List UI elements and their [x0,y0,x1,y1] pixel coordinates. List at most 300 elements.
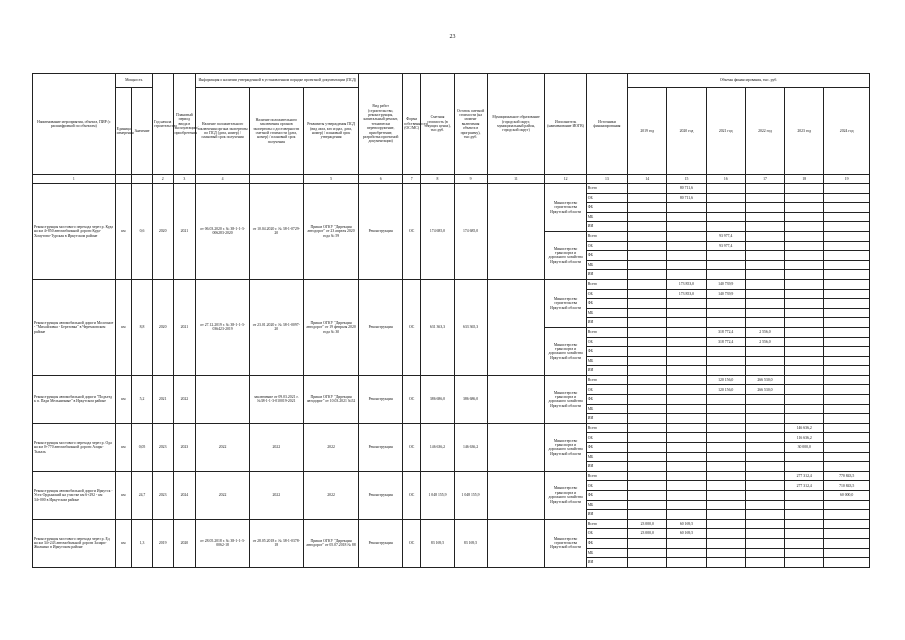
funding-amount [706,538,745,548]
header-year: 2019 год [628,88,667,175]
funding-amount: 2 556,0 [745,327,784,337]
funding-amount [745,289,784,299]
funding-amount [628,356,667,366]
header-year: 2020 год [667,88,706,175]
table-row [33,423,870,433]
funding-amount [706,299,745,309]
funding-source: ИИ [586,366,627,376]
funding-amount [785,222,824,232]
funding-amount [745,347,784,357]
funding-amount [628,414,667,424]
funding-amount [745,212,784,222]
estimate-expertise: 2022 [249,423,303,471]
funding-amount [628,270,667,280]
object-name: Реконструкция автомобильной дороги Иркутск - Усть-Ордынский на участке км 6+292 - км 34+000 в Иркутском районе [33,471,116,519]
funding-amount [785,299,824,309]
funding-amount: 173 853,0 [667,289,706,299]
funding-amount: 277 312,4 [785,481,824,491]
column-number: 1 [33,175,116,184]
financing-table [32,73,870,568]
start-year: 2020 [152,279,173,375]
executor: Министерство транспорта и дорожного хозяйства Иркутской области [545,375,586,423]
funding-amount [785,318,824,328]
funding-amount [628,558,667,568]
funding-amount [667,471,706,481]
executor: Министерство строительства Иркутской области [545,279,586,327]
funding-amount [667,308,706,318]
column-number [115,175,132,184]
funding-amount [667,414,706,424]
funding-amount [824,452,870,462]
funding-amount [706,414,745,424]
funding-amount [824,414,870,424]
work-type: Реконструкция [359,279,402,375]
funding-amount [667,337,706,347]
funding-amount [706,529,745,539]
funding-amount [706,471,745,481]
funding-amount [667,212,706,222]
funding-source: Всего [586,327,627,337]
funding-source: Всего [586,184,627,194]
funding-source: ИИ [586,558,627,568]
funding-amount [824,443,870,453]
funding-amount [667,222,706,232]
start-year: 2021 [152,375,173,423]
funding-amount [745,423,784,433]
funding-amount [824,462,870,472]
funding-amount [628,193,667,203]
header-unit: Единица измерения [115,88,132,175]
funding-amount: 2 556,0 [745,337,784,347]
funding-amount [628,375,667,385]
table-row [33,471,870,481]
funding-source: ОБ [586,385,627,395]
funding-amount: 146 636,2 [785,423,824,433]
funding-amount [628,538,667,548]
funding-amount [706,443,745,453]
funding-amount [824,241,870,251]
remaining-cost: 1 048 155,9 [454,471,487,519]
funding-source: Всего [586,279,627,289]
funding-amount [628,327,667,337]
funding-amount [745,443,784,453]
funding-amount [667,538,706,548]
funding-amount: 80 711,6 [667,184,706,194]
ownership: ОС [402,423,421,471]
funding-amount [824,500,870,510]
funding-amount [785,212,824,222]
executor: Министерство транспорта и дорожного хозяйства Иркутской области [545,327,586,375]
funding-amount [824,318,870,328]
header-executor: Исполнитель (наименование ИОГВ) [545,74,586,175]
funding-amount [667,366,706,376]
header-psd-info: Информация о наличии утвержденной в установленном порядке проектной документации (ПСД) [196,74,359,88]
funding-amount [706,203,745,213]
funding-amount: 60 000,0 [824,491,870,501]
psd-approval: 2022 [303,471,359,519]
header-municipality: Муниципальное образование (городской округ, муниципальный район, городской округ) [487,74,545,175]
funding-amount: 23 000,0 [628,519,667,529]
header-estimated-cost: Сметная стоимость (в текущих ценах), тыс.руб. [421,74,454,175]
funding-amount [824,289,870,299]
funding-source: МБ [586,212,627,222]
capacity-unit: км [115,279,132,375]
table-row [33,184,870,194]
funding-amount [785,452,824,462]
funding-amount [628,318,667,328]
funding-amount [706,452,745,462]
funding-amount [628,481,667,491]
funding-amount [824,548,870,558]
estimate-expertise: 2022 [249,471,303,519]
funding-source: ОБ [586,337,627,347]
column-number: 8 [421,175,454,184]
remaining-cost: 146 636,2 [454,423,487,471]
municipality [487,279,545,375]
funding-amount [628,433,667,443]
page-number: 23 [449,34,456,40]
header-approval: Реквизиты утверждения ПСД (вид акта, кто издал, дата, номер) / плановый срок утверждения [303,88,359,175]
capacity-unit: км [115,519,132,567]
funding-amount: 93 977,4 [706,241,745,251]
funding-amount [785,203,824,213]
work-type: Реконструкция [359,184,402,280]
expertise: от 27.12.2019 г. № 38-1-1-3-036423-2019 [196,279,250,375]
funding-amount [824,279,870,289]
funding-amount [667,462,706,472]
funding-amount [745,270,784,280]
municipality [487,184,545,280]
funding-amount [824,337,870,347]
header-ownership: Форма собственности (ОС/МС) [402,74,421,175]
table-row [33,279,870,289]
column-number: 16 [706,175,745,184]
funding-source: ФБ [586,203,627,213]
funding-amount: 23 000,0 [628,529,667,539]
funding-amount: 116 636,2 [785,433,824,443]
funding-amount [628,251,667,261]
funding-amount [628,510,667,520]
funding-source: Всего [586,231,627,241]
end-year: 2022 [173,375,196,423]
funding-amount [824,385,870,395]
psd-approval: Приказ ОГКУ "Дирекция автодорог" от 23 апреля 2020 года № 59 [303,184,359,280]
funding-source: ОБ [586,193,627,203]
funding-amount: 277 312,4 [785,471,824,481]
funding-amount: 120 156,0 [706,375,745,385]
funding-source: ФБ [586,251,627,261]
funding-amount [628,443,667,453]
funding-amount [785,558,824,568]
start-year: 2019 [152,519,173,567]
header-year: 2024 год [824,88,870,175]
psd-approval: Приказ ОГКУ "Дирекция автодорог" от 19 февраля 2020 года № 30 [303,279,359,375]
funding-amount [785,529,824,539]
funding-amount [628,500,667,510]
funding-amount [785,404,824,414]
funding-amount [628,491,667,501]
funding-amount [667,251,706,261]
funding-amount [745,184,784,194]
funding-amount [667,452,706,462]
funding-amount: 93 977,4 [706,231,745,241]
funding-amount [706,423,745,433]
funding-source: ОБ [586,433,627,443]
funding-amount: 770 843,5 [824,471,870,481]
column-number: 2 [152,175,173,184]
capacity-value: 8,8 [132,279,153,375]
funding-amount [628,212,667,222]
funding-source: ФБ [586,443,627,453]
table-row [33,519,870,529]
executor: Министерство строительства Иркутской области [545,519,586,567]
funding-amount [745,558,784,568]
column-number [132,175,153,184]
funding-amount [785,231,824,241]
funding-source: ФБ [586,347,627,357]
column-number: 7 [402,175,421,184]
funding-amount [785,356,824,366]
header-expertise: Наличие положительного заключения органа экспертизы по ПСД (дата, номер) / плановый срок получения [196,88,250,175]
funding-amount [628,337,667,347]
municipality [487,519,545,567]
capacity-value: 0,05 [132,423,153,471]
estimate-expertise: от 10.04.2020 г. № 38-1-0729-20 [249,184,303,280]
ownership: ОС [402,184,421,280]
funding-amount [628,184,667,194]
funding-amount [628,203,667,213]
funding-amount [667,385,706,395]
expertise: 2022 [196,423,250,471]
funding-amount [667,241,706,251]
funding-amount [706,222,745,232]
funding-amount [745,395,784,405]
funding-amount [706,462,745,472]
funding-amount [667,433,706,443]
funding-amount [824,222,870,232]
header-volumes: Объемы финансирования, тыс. руб. [628,74,870,88]
funding-amount [824,212,870,222]
funding-source: МБ [586,308,627,318]
funding-amount [824,327,870,337]
funding-amount [667,481,706,491]
capacity-unit: км [115,184,132,280]
funding-amount [745,491,784,501]
header-year: 2023 год [785,88,824,175]
capacity-unit: км [115,375,132,423]
funding-amount [745,203,784,213]
funding-amount [706,433,745,443]
funding-amount [745,308,784,318]
funding-source: ИИ [586,510,627,520]
funding-amount [745,510,784,520]
funding-amount: 318 772,4 [706,337,745,347]
funding-source: ОБ [586,481,627,491]
funding-amount [667,375,706,385]
funding-source: ОБ [586,289,627,299]
funding-source: ФБ [586,395,627,405]
column-number: 9 [454,175,487,184]
funding-amount [745,299,784,309]
work-type: Реконструкция [359,375,402,423]
remaining-cost: 83 169,5 [454,519,487,567]
funding-source: МБ [586,548,627,558]
funding-amount [785,491,824,501]
funding-amount [706,347,745,357]
funding-amount [785,395,824,405]
estimate-expertise: от 28.05.2018 г. № 38-1-0378-18 [249,519,303,567]
funding-amount [706,184,745,194]
funding-amount [706,212,745,222]
funding-source: ОБ [586,529,627,539]
funding-amount [706,270,745,280]
funding-amount [706,308,745,318]
funding-source: МБ [586,452,627,462]
funding-amount [667,548,706,558]
funding-amount [745,538,784,548]
funding-amount [667,395,706,405]
funding-amount [785,375,824,385]
funding-amount [785,270,824,280]
funding-amount: 710 843,5 [824,481,870,491]
work-type: Реконструкция [359,519,402,567]
column-number: 13 [586,175,627,184]
psd-approval: Приказ ОГКУ "Дирекция автодорог" от 05.07.2018 № 88 [303,519,359,567]
municipality [487,375,545,423]
expertise: от 06.03.2020 г. № 38-1-1-3-006283-2020 [196,184,250,280]
funding-amount: 173 853,0 [667,279,706,289]
funding-amount [745,529,784,539]
estimated-cost: 1 048 155,9 [421,471,454,519]
funding-amount [745,481,784,491]
funding-amount [785,260,824,270]
funding-amount: 266 530,0 [745,375,784,385]
work-type: Реконструкция [359,423,402,471]
funding-amount [745,222,784,232]
funding-amount [628,404,667,414]
funding-amount [706,251,745,261]
funding-amount [706,558,745,568]
column-number: 18 [785,175,824,184]
expertise: от 28.05.2018 г. № 38-1-1-3-0062-18 [196,519,250,567]
funding-amount: 60 169,5 [667,519,706,529]
funding-amount [824,308,870,318]
funding-amount [824,366,870,376]
funding-amount: 60 169,5 [667,529,706,539]
capacity-value: 24,7 [132,471,153,519]
funding-amount [667,299,706,309]
estimated-cost: 631 363,3 [421,279,454,375]
estimated-cost: 174 685,0 [421,184,454,280]
table-row [33,375,870,385]
ownership: ОС [402,375,421,423]
funding-amount [667,327,706,337]
funding-amount [745,548,784,558]
executor: Министерство транспорта и дорожного хозяйства Иркутской области [545,231,586,279]
executor: Министерство строительства Иркутской области [545,184,586,232]
funding-amount [628,471,667,481]
column-number [249,175,303,184]
funding-amount [628,347,667,357]
funding-amount [745,414,784,424]
funding-amount [745,231,784,241]
object-name: Реконструкция мостового перехода через р. Куда на км 4+850 автомобильной дороги Куда-Хомутово-Турская в Иркутском районе [33,184,116,280]
funding-amount [745,318,784,328]
funding-amount [628,452,667,462]
header-year: 2021 год [706,88,745,175]
funding-amount [785,337,824,347]
funding-source: МБ [586,260,627,270]
column-number: 17 [745,175,784,184]
funding-amount: 80 711,6 [667,193,706,203]
funding-amount [824,433,870,443]
column-number: 6 [359,175,402,184]
funding-amount [824,193,870,203]
estimated-cost: 386 686,0 [421,375,454,423]
funding-source: ИИ [586,270,627,280]
funding-amount [785,251,824,261]
remaining-cost: 174 685,0 [454,184,487,280]
funding-amount [667,558,706,568]
funding-source: ФБ [586,538,627,548]
funding-amount [667,203,706,213]
header-remaining-cost: Остаток сметной стоимости (на момент включения объекта в программу), тыс.руб. [454,74,487,175]
funding-amount [824,538,870,548]
funding-amount [824,510,870,520]
funding-source: Всего [586,519,627,529]
funding-amount [706,491,745,501]
funding-amount [628,548,667,558]
funding-amount [824,270,870,280]
funding-amount [745,366,784,376]
funding-amount [824,375,870,385]
estimate-expertise: заключение от 09.03.2021 г. №38-1-1-3-010019-2021 [249,375,303,423]
funding-amount [667,491,706,501]
funding-source: Всего [586,375,627,385]
object-name: Реконструкция мостового перехода через р. Ода на км 0+770 автомобильной дороги Аларь-Тыхаль [33,423,116,471]
estimated-cost: 146 636,2 [421,423,454,471]
funding-amount [745,356,784,366]
funding-amount [785,548,824,558]
funding-amount [706,366,745,376]
start-year: 2020 [152,184,173,280]
header-work-type: Вид работ (строительство, реконструкция, капитальный ремонт, технически перевооружение, приобретение, разработка проектной документации) [359,74,402,175]
column-number: 14 [628,175,667,184]
funding-amount [706,519,745,529]
end-year: 2024 [173,471,196,519]
column-number: 3 [173,175,196,184]
funding-source: ФБ [586,299,627,309]
funding-amount [667,231,706,241]
funding-amount [824,347,870,357]
funding-amount [824,203,870,213]
funding-source: ОБ [586,241,627,251]
funding-source: Всего [586,423,627,433]
start-year: 2023 [152,423,173,471]
funding-amount [706,510,745,520]
column-number: 5 [303,175,359,184]
funding-amount [667,443,706,453]
start-year: 2023 [152,471,173,519]
funding-amount [706,500,745,510]
funding-amount [785,308,824,318]
funding-amount [667,423,706,433]
capacity-unit: км [115,423,132,471]
funding-amount [667,356,706,366]
object-name: Реконструкция мостового перехода через р. Ед на км 34+243 автомобильной дороги Залари-Жилкино в Иркутском районе [33,519,116,567]
ownership: ОС [402,471,421,519]
funding-amount [745,279,784,289]
